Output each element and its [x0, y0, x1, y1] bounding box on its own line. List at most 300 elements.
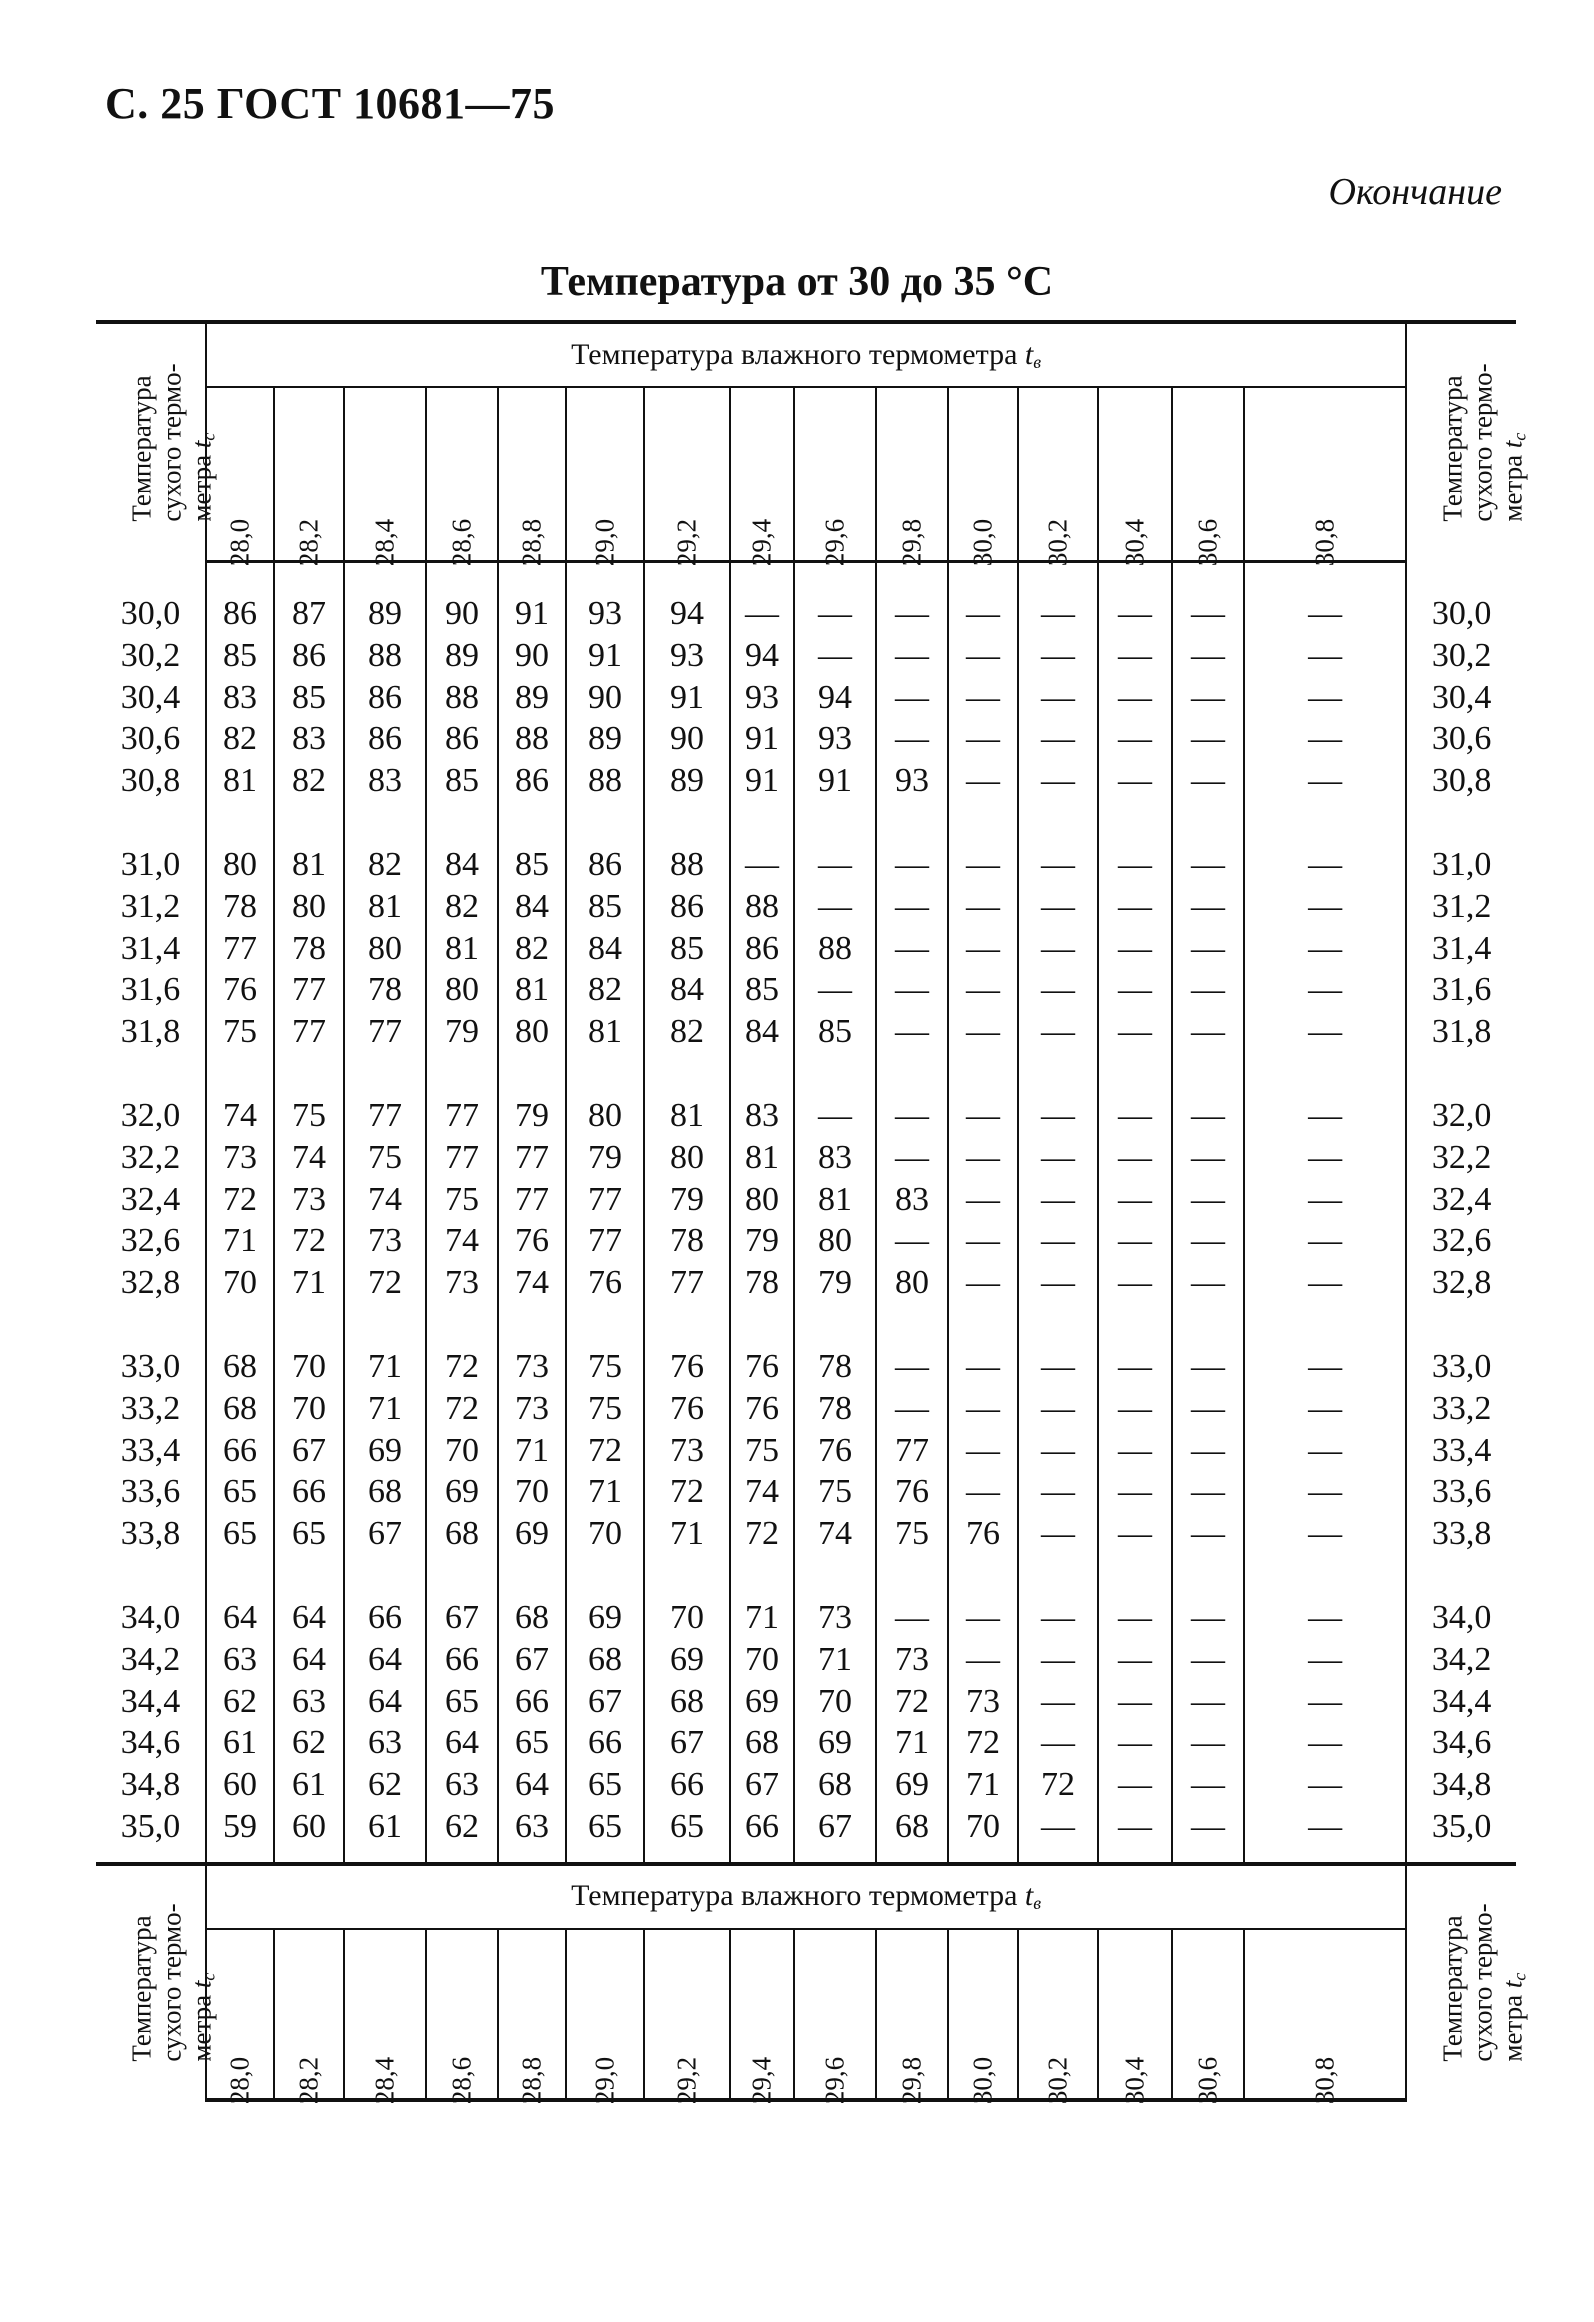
humidity-value: — — [1098, 1430, 1172, 1472]
humidity-value: 64 — [274, 1639, 344, 1681]
gap-cell — [96, 1848, 206, 1864]
dry-temp-left: 31,8 — [120, 1013, 181, 1051]
humidity-value: 68 — [644, 1681, 730, 1723]
humidity-value: 77 — [498, 1179, 566, 1221]
dry-temp-right: 31,2 — [1406, 886, 1516, 928]
gap-cell — [1018, 1848, 1098, 1864]
gap-cell — [730, 1848, 794, 1864]
dry-temp-left: 32,4 — [120, 1180, 181, 1218]
wet-column-label: 29,8 — [896, 2056, 927, 2104]
dry-header-line: сухого термо- — [1467, 363, 1498, 522]
humidity-value: — — [1018, 1346, 1098, 1388]
humidity-value: — — [876, 1346, 948, 1388]
humidity-value: — — [1018, 1513, 1098, 1555]
humidity-value: 63 — [344, 1722, 426, 1764]
humidity-value: — — [876, 1220, 948, 1262]
humidity-value: 65 — [274, 1513, 344, 1555]
humidity-value: 88 — [344, 635, 426, 677]
humidity-value: 62 — [206, 1681, 274, 1723]
dry-temp-left: 30,6 — [120, 720, 181, 758]
humidity-value: — — [1098, 928, 1172, 970]
humidity-value: — — [948, 677, 1018, 719]
table-row — [96, 969, 1516, 1011]
humidity-value: 69 — [344, 1430, 426, 1472]
gap-cell — [274, 1053, 344, 1095]
humidity-value: 86 — [274, 635, 344, 677]
dry-temp-left: 31,6 — [120, 971, 181, 1009]
humidity-value: — — [876, 635, 948, 677]
humidity-value: 71 — [730, 1597, 794, 1639]
wet-column-header — [644, 387, 730, 567]
humidity-value: — — [1098, 1262, 1172, 1304]
humidity-value: 80 — [644, 1137, 730, 1179]
gap-cell — [1406, 1053, 1516, 1095]
gap-cell — [206, 1304, 274, 1346]
humidity-value: — — [948, 1011, 1018, 1053]
humidity-value: 66 — [274, 1471, 344, 1513]
wet-column-header — [1172, 1929, 1244, 2104]
humidity-value: 90 — [566, 677, 644, 719]
humidity-value: 69 — [498, 1513, 566, 1555]
gap-cell — [426, 1304, 498, 1346]
humidity-value: 68 — [344, 1471, 426, 1513]
table-title: Температура от 30 до 35 °С — [540, 259, 1054, 305]
table-row — [96, 635, 1516, 677]
gap-cell — [566, 1053, 644, 1095]
wet-column-label: 29,6 — [819, 2056, 850, 2104]
humidity-value: — — [1172, 886, 1244, 928]
dry-header-line: метра $t_с$ — [186, 1972, 219, 2062]
humidity-value: 88 — [644, 844, 730, 886]
humidity-value: — — [1098, 1639, 1172, 1681]
humidity-value: 72 — [426, 1388, 498, 1430]
humidity-value: 84 — [426, 844, 498, 886]
humidity-value: 82 — [566, 969, 644, 1011]
wet-column-header — [1098, 387, 1172, 567]
humidity-value: — — [1244, 760, 1406, 802]
humidity-value: 72 — [730, 1513, 794, 1555]
humidity-value: — — [1098, 1764, 1172, 1806]
wet-column-label: 28,6 — [446, 518, 477, 567]
humidity-value: 80 — [566, 1095, 644, 1137]
humidity-value: 77 — [876, 1430, 948, 1472]
humidity-value: 93 — [794, 718, 876, 760]
gap-cell — [1172, 1555, 1244, 1597]
humidity-value: 74 — [794, 1513, 876, 1555]
gap-cell — [876, 1848, 948, 1864]
humidity-value: 66 — [206, 1430, 274, 1472]
humidity-value: 72 — [948, 1722, 1018, 1764]
gap-cell — [426, 802, 498, 844]
humidity-value: — — [794, 635, 876, 677]
humidity-value: 91 — [498, 593, 566, 635]
humidity-value: — — [1244, 969, 1406, 1011]
humidity-value: 83 — [206, 677, 274, 719]
humidity-value: 64 — [498, 1764, 566, 1806]
humidity-value: — — [1172, 1430, 1244, 1472]
humidity-value: 67 — [794, 1806, 876, 1848]
humidity-value: 77 — [566, 1220, 644, 1262]
humidity-value: 76 — [644, 1346, 730, 1388]
dry-temp-left: 34,4 — [120, 1682, 181, 1720]
humidity-value: — — [1018, 718, 1098, 760]
humidity-value: — — [1018, 969, 1098, 1011]
humidity-value: — — [1172, 718, 1244, 760]
humidity-value: — — [1244, 1806, 1406, 1848]
dry-temp-right: 30,0 — [1406, 593, 1516, 635]
table-row — [96, 1513, 1516, 1555]
humidity-value: 63 — [426, 1764, 498, 1806]
dry-temp-left: 34,0 — [120, 1598, 181, 1636]
humidity-value: 70 — [730, 1639, 794, 1681]
humidity-value: 73 — [274, 1179, 344, 1221]
humidity-value: 86 — [426, 718, 498, 760]
wet-column-header — [1172, 387, 1244, 567]
table-row — [96, 1137, 1516, 1179]
humidity-value: — — [1172, 1011, 1244, 1053]
humidity-value: — — [1172, 928, 1244, 970]
dry-temp-right: 34,4 — [1406, 1681, 1516, 1723]
humidity-value: 85 — [566, 886, 644, 928]
dry-header-text — [127, 364, 224, 522]
dry-header-line: метра $t_с$ — [1497, 432, 1530, 522]
humidity-value: — — [876, 677, 948, 719]
humidity-value: — — [730, 844, 794, 886]
humidity-value: 79 — [426, 1011, 498, 1053]
humidity-value: — — [1244, 1681, 1406, 1723]
humidity-value: — — [1172, 1597, 1244, 1639]
gap-cell — [426, 1555, 498, 1597]
dry-subscript: с — [1509, 432, 1530, 441]
humidity-value: 68 — [566, 1639, 644, 1681]
humidity-value: — — [876, 1137, 948, 1179]
humidity-value: 85 — [498, 844, 566, 886]
humidity-value: 82 — [206, 718, 274, 760]
humidity-value: 88 — [566, 760, 644, 802]
gap-cell — [566, 1848, 644, 1864]
wet-column-header — [794, 1929, 876, 2104]
table-row — [96, 844, 1516, 886]
humidity-value: — — [1172, 969, 1244, 1011]
humidity-value: 79 — [730, 1220, 794, 1262]
dry-header-line: Температура — [126, 375, 157, 522]
humidity-value: 79 — [794, 1262, 876, 1304]
humidity-value: — — [1244, 1430, 1406, 1472]
humidity-value: — — [948, 1262, 1018, 1304]
humidity-value: — — [1098, 677, 1172, 719]
wet-column-label: 28,8 — [516, 2056, 547, 2104]
humidity-value: 90 — [498, 635, 566, 677]
wet-column-label: 28,0 — [224, 2056, 255, 2104]
gap-cell — [206, 1555, 274, 1597]
humidity-value: 69 — [794, 1722, 876, 1764]
humidity-value: 94 — [794, 677, 876, 719]
humidity-value: 64 — [206, 1597, 274, 1639]
dry-header-text — [1438, 1904, 1535, 2062]
humidity-value: — — [1098, 1220, 1172, 1262]
table-row — [96, 677, 1516, 719]
humidity-value: 68 — [794, 1764, 876, 1806]
humidity-value: — — [1172, 593, 1244, 635]
humidity-value: 86 — [344, 677, 426, 719]
humidity-value: 68 — [206, 1346, 274, 1388]
gap-cell — [1018, 1053, 1098, 1095]
wet-column-header — [794, 387, 876, 567]
humidity-value: 70 — [794, 1681, 876, 1723]
humidity-value: 80 — [794, 1220, 876, 1262]
humidity-value: 86 — [730, 928, 794, 970]
humidity-value: 63 — [274, 1681, 344, 1723]
table-row — [96, 1430, 1516, 1472]
humidity-value: 72 — [566, 1430, 644, 1472]
humidity-value: 66 — [730, 1806, 794, 1848]
wet-column-header — [274, 387, 344, 567]
humidity-value: — — [1244, 1179, 1406, 1221]
humidity-value: 76 — [948, 1513, 1018, 1555]
dry-temp-right: 30,2 — [1406, 635, 1516, 677]
table-row — [96, 1639, 1516, 1681]
humidity-value: 73 — [948, 1681, 1018, 1723]
humidity-value: 74 — [426, 1220, 498, 1262]
gap-cell — [426, 1848, 498, 1864]
humidity-value: 71 — [876, 1722, 948, 1764]
humidity-value: — — [1018, 1095, 1098, 1137]
humidity-value: — — [1172, 1639, 1244, 1681]
humidity-value: — — [1098, 1513, 1172, 1555]
wet-group-footer: Температура влажного термометра $t_в$ — [206, 1864, 1406, 1929]
humidity-value: — — [1098, 718, 1172, 760]
humidity-value: 73 — [876, 1639, 948, 1681]
humidity-value: — — [1172, 1137, 1244, 1179]
humidity-value: 79 — [644, 1179, 730, 1221]
wet-column-header — [644, 1929, 730, 2104]
humidity-value: 75 — [206, 1011, 274, 1053]
humidity-value: — — [1244, 1764, 1406, 1806]
humidity-value: 83 — [274, 718, 344, 760]
gap-cell — [96, 1053, 206, 1095]
humidity-value: — — [948, 1179, 1018, 1221]
humidity-value: — — [1098, 1346, 1172, 1388]
gap-cell — [566, 1555, 644, 1597]
humidity-value: 84 — [644, 969, 730, 1011]
humidity-value: — — [1172, 677, 1244, 719]
humidity-value: — — [794, 969, 876, 1011]
humidity-value: 72 — [206, 1179, 274, 1221]
humidity-value: 80 — [730, 1179, 794, 1221]
humidity-value: — — [948, 1095, 1018, 1137]
humidity-value: 75 — [794, 1471, 876, 1513]
wet-column-label: 30,6 — [1192, 2056, 1223, 2104]
humidity-value: 85 — [426, 760, 498, 802]
wet-column-label: 29,0 — [589, 518, 620, 567]
humidity-value: 86 — [344, 718, 426, 760]
dry-header-line: Температура — [126, 1915, 157, 2062]
humidity-value: 90 — [644, 718, 730, 760]
humidity-value: — — [1172, 635, 1244, 677]
humidity-value: — — [948, 1639, 1018, 1681]
humidity-value: 82 — [274, 760, 344, 802]
wet-column-label: 30,8 — [1309, 2056, 1340, 2104]
humidity-value: — — [794, 593, 876, 635]
dry-temp-left: 33,0 — [120, 1347, 181, 1385]
dry-header-line: сухого термо- — [156, 363, 187, 522]
gap-cell — [794, 1848, 876, 1864]
dry-temp-right: 33,0 — [1406, 1346, 1516, 1388]
humidity-value: 85 — [794, 1011, 876, 1053]
wet-column-label: 29,8 — [896, 518, 927, 567]
humidity-value: 62 — [344, 1764, 426, 1806]
humidity-value: 61 — [206, 1722, 274, 1764]
humidity-value: — — [1098, 1681, 1172, 1723]
humidity-value: 75 — [876, 1513, 948, 1555]
humidity-value: 61 — [344, 1806, 426, 1848]
humidity-value: 60 — [274, 1806, 344, 1848]
wet-column-label: 28,2 — [293, 518, 324, 567]
humidity-value: 86 — [206, 593, 274, 635]
humidity-value: — — [1018, 1639, 1098, 1681]
humidity-value: 81 — [644, 1095, 730, 1137]
humidity-value: 82 — [644, 1011, 730, 1053]
wet-column-label: 30,8 — [1309, 518, 1340, 567]
humidity-value: 75 — [426, 1179, 498, 1221]
humidity-value: 70 — [948, 1806, 1018, 1848]
humidity-value: 80 — [426, 969, 498, 1011]
gap-cell — [1244, 1848, 1406, 1864]
humidity-value: 71 — [344, 1346, 426, 1388]
humidity-value: 75 — [730, 1430, 794, 1472]
dry-temp-left: 34,6 — [120, 1724, 181, 1762]
humidity-value: — — [1172, 1346, 1244, 1388]
humidity-value: 67 — [274, 1430, 344, 1472]
humidity-value: 83 — [730, 1095, 794, 1137]
humidity-value: 79 — [498, 1095, 566, 1137]
humidity-value: — — [1098, 1011, 1172, 1053]
humidity-value: 77 — [566, 1179, 644, 1221]
wet-column-label: 30,4 — [1119, 2056, 1150, 2104]
humidity-value: 81 — [730, 1137, 794, 1179]
dry-header-line: сухого термо- — [1467, 1903, 1498, 2062]
gap-cell — [948, 1555, 1018, 1597]
humidity-value: — — [1018, 1597, 1098, 1639]
humidity-value: 81 — [426, 928, 498, 970]
humidity-value: — — [1098, 1806, 1172, 1848]
humidity-value: 69 — [566, 1597, 644, 1639]
humidity-value: — — [948, 969, 1018, 1011]
gap-cell — [274, 1555, 344, 1597]
wet-column-label: 29,2 — [671, 518, 702, 567]
humidity-value: — — [1098, 635, 1172, 677]
humidity-value: 70 — [206, 1262, 274, 1304]
humidity-value: 61 — [274, 1764, 344, 1806]
humidity-value: 82 — [426, 886, 498, 928]
humidity-value: — — [1172, 1764, 1244, 1806]
humidity-value: — — [876, 718, 948, 760]
humidity-value: 60 — [206, 1764, 274, 1806]
humidity-value: 74 — [274, 1137, 344, 1179]
humidity-value: — — [948, 886, 1018, 928]
humidity-value: — — [1244, 928, 1406, 970]
humidity-value: 89 — [344, 593, 426, 635]
humidity-value: 81 — [206, 760, 274, 802]
humidity-value: 65 — [426, 1681, 498, 1723]
humidity-value: — — [1172, 1095, 1244, 1137]
humidity-value: 88 — [794, 928, 876, 970]
humidity-value: — — [876, 844, 948, 886]
group-gap — [96, 1555, 1516, 1597]
humidity-value: — — [1018, 760, 1098, 802]
humidity-value: 78 — [344, 969, 426, 1011]
table-row — [96, 928, 1516, 970]
humidity-value: — — [1098, 1597, 1172, 1639]
wet-column-footers — [96, 1929, 1516, 2100]
gap-cell — [96, 1304, 206, 1346]
dry-temp-right: 31,0 — [1406, 844, 1516, 886]
table-row — [96, 886, 1516, 928]
gap-cell — [948, 1848, 1018, 1864]
humidity-value: — — [876, 593, 948, 635]
wet-subscript: в — [1033, 1893, 1042, 1914]
humidity-value: 76 — [730, 1346, 794, 1388]
wet-group-header: Температура влажного термометра $t_в$ — [206, 322, 1406, 387]
dry-temp-left: 33,8 — [120, 1515, 181, 1553]
humidity-value: — — [1172, 1806, 1244, 1848]
humidity-value: 75 — [274, 1095, 344, 1137]
dry-header-left — [96, 322, 219, 562]
humidity-value: 66 — [426, 1639, 498, 1681]
humidity-value: — — [1018, 1681, 1098, 1723]
dry-temp-left: 30,8 — [120, 762, 181, 800]
table-body — [96, 562, 1516, 1864]
humidity-value: 76 — [876, 1471, 948, 1513]
humidity-value: 62 — [274, 1722, 344, 1764]
humidity-value: — — [1172, 1681, 1244, 1723]
dry-temp-right: 30,4 — [1406, 677, 1516, 719]
humidity-value: 73 — [644, 1430, 730, 1472]
dry-temp-left: 32,0 — [120, 1096, 181, 1134]
humidity-value: — — [1018, 1262, 1098, 1304]
dry-temp-right: 32,4 — [1406, 1179, 1516, 1221]
humidity-value: — — [1172, 1179, 1244, 1221]
humidity-value: 86 — [498, 760, 566, 802]
gap-cell — [1406, 1555, 1516, 1597]
gap-cell — [498, 1555, 566, 1597]
humidity-value: — — [1018, 1179, 1098, 1221]
humidity-value: 68 — [498, 1597, 566, 1639]
gap-cell — [96, 562, 206, 594]
humidity-value: — — [1018, 1722, 1098, 1764]
wet-column-label: 30,6 — [1192, 518, 1223, 567]
wet-column-header — [566, 387, 644, 567]
dry-temp-right: 34,0 — [1406, 1597, 1516, 1639]
humidity-value: — — [948, 1346, 1018, 1388]
humidity-value: — — [1244, 1722, 1406, 1764]
wet-column-header — [426, 1929, 498, 2104]
wet-column-label: 30,2 — [1042, 2056, 1073, 2104]
humidity-value: — — [1172, 1388, 1244, 1430]
dry-temp-left: 31,2 — [120, 887, 181, 925]
humidity-value: 65 — [498, 1722, 566, 1764]
humidity-value: 65 — [206, 1471, 274, 1513]
humidity-value: 77 — [274, 969, 344, 1011]
humidity-value: 65 — [566, 1764, 644, 1806]
humidity-value: 85 — [274, 677, 344, 719]
gap-cell — [794, 1555, 876, 1597]
humidity-value: — — [1018, 635, 1098, 677]
gap-cell — [344, 1848, 426, 1864]
humidity-value: 78 — [794, 1346, 876, 1388]
humidity-value: — — [1172, 1513, 1244, 1555]
gap-cell — [1406, 802, 1516, 844]
